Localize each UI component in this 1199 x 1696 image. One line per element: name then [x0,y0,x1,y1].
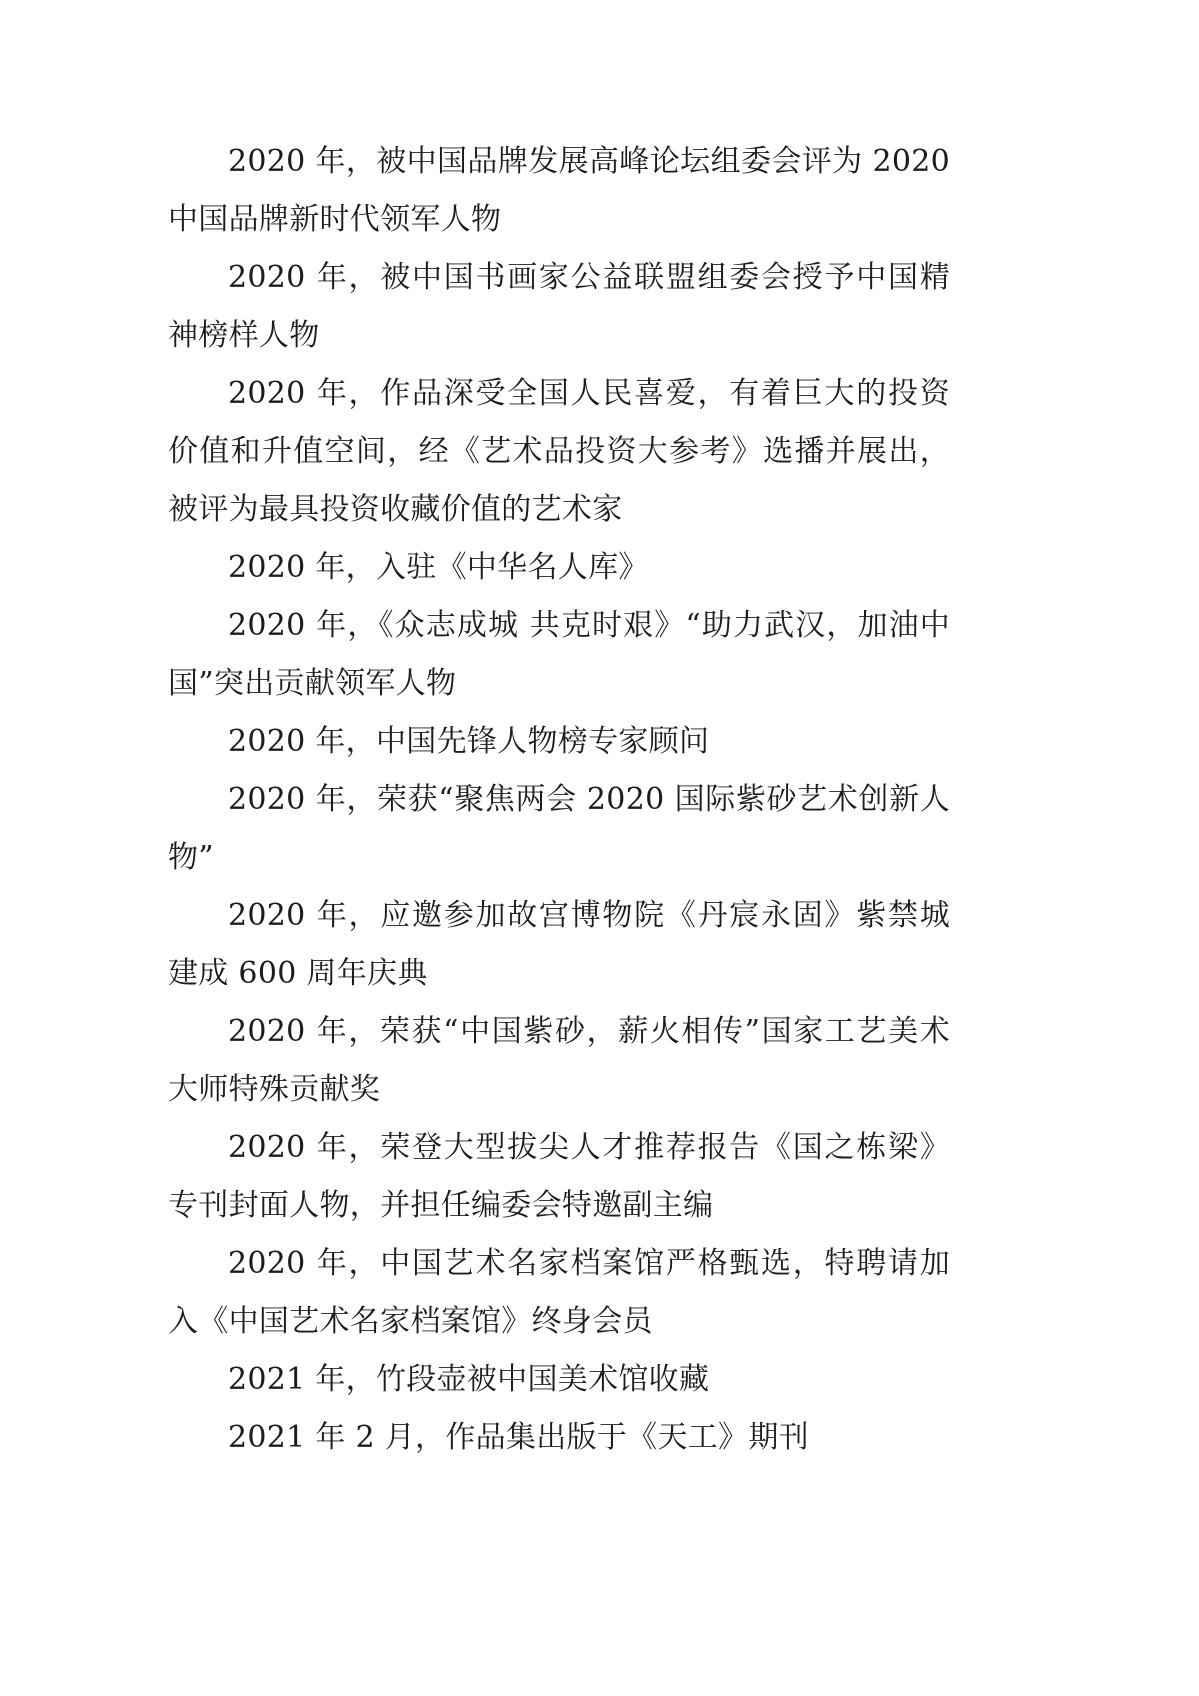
honor-entry-13: 2021 年 2 月，作品集出版于《天工》期刊 [228,1420,809,1455]
honor-entry-3: 2020 年，作品深受全国人民喜爱，有着巨大的投资价值和升值空间，经《艺术品投资大参考》选播并展出，被评为最具投资收藏价值的艺术家 [168,376,950,527]
honor-entry-8: 2020 年，应邀参加故宫博物院《丹宸永固》紫禁城建成 600 周年庆典 [168,898,950,991]
honor-entry-10: 2020 年，荣登大型拔尖人才推荐报告《国之栋梁》专刊封面人物，并担任编委会特邀副主编 [168,1130,950,1223]
honor-entry-4: 2020 年，入驻《中华名人库》 [228,550,649,585]
honor-entry-2: 2020 年，被中国书画家公益联盟组委会授予中国精神榜样人物 [168,260,950,353]
honor-entry-1: 2020 年，被中国品牌发展高峰论坛组委会评为 2020 中国品牌新时代领军人物 [168,144,950,237]
honor-entry-7: 2020 年，荣获“聚焦两会 2020 国际紫砂艺术创新人物” [168,782,950,875]
honor-entry-5: 2020 年，《众志成城 共克时艰》“助力武汉，加油中国”突出贡献领军人物 [168,608,950,701]
honor-entry-11: 2020 年，中国艺术名家档案馆严格甄选，特聘请加入《中国艺术名家档案馆》终身会员 [168,1246,950,1339]
honor-entry-12: 2021 年，竹段壶被中国美术馆收藏 [228,1362,710,1397]
honor-entry-6: 2020 年，中国先锋人物榜专家顾问 [228,724,710,759]
honor-entry-9: 2020 年，荣获“中国紫砂，薪火相传”国家工艺美术大师特殊贡献奖 [168,1014,950,1107]
honors-list [168,133,950,1467]
